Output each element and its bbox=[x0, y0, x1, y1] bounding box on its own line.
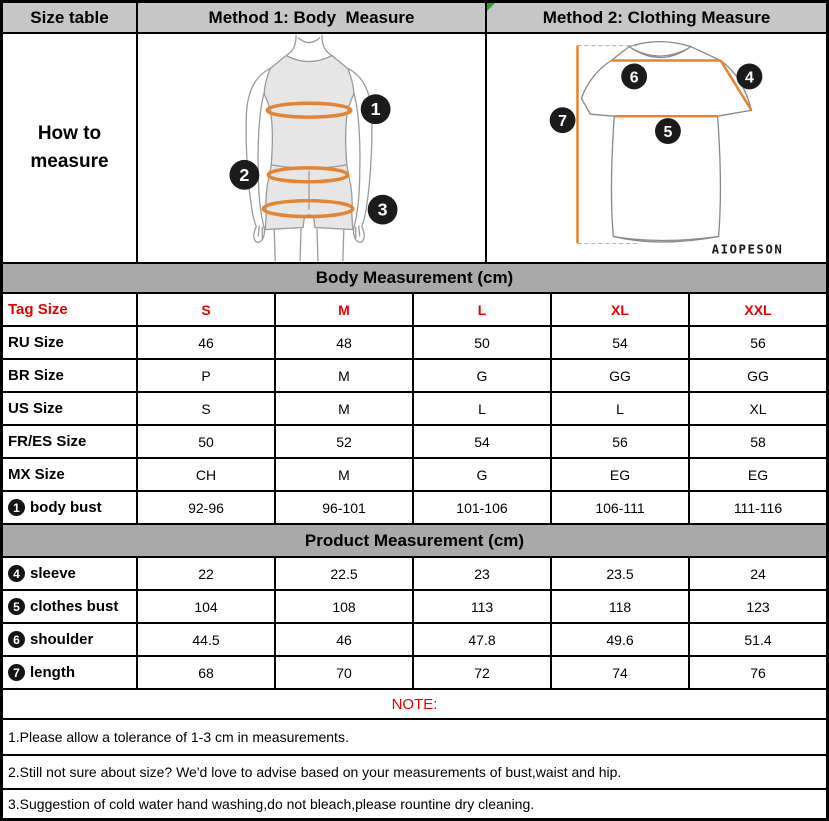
row-label-text: BR Size bbox=[8, 367, 64, 384]
value-cell: 70 bbox=[274, 657, 412, 688]
value-cell: 44.5 bbox=[136, 624, 274, 655]
row-label-text: MX Size bbox=[8, 466, 65, 483]
how-to-line2: measure bbox=[30, 151, 109, 172]
cell-corner-marker-icon bbox=[487, 3, 495, 11]
size-cell: L bbox=[412, 294, 550, 325]
value-cell: 113 bbox=[412, 591, 550, 622]
badge-5-number: 5 bbox=[663, 124, 673, 142]
body-badge-1 bbox=[361, 94, 391, 124]
row-label bbox=[3, 459, 136, 490]
table-row-tag-size bbox=[3, 292, 826, 325]
row-label-text: length bbox=[30, 664, 75, 681]
row-label-text: US Size bbox=[8, 400, 64, 417]
how-to-measure-label bbox=[3, 34, 136, 262]
product-measurement-title: Product Measurement (cm) bbox=[3, 523, 826, 556]
value-cell: 22.5 bbox=[274, 558, 412, 589]
table-row-sleeve bbox=[3, 556, 826, 589]
value-cell: EG bbox=[550, 459, 688, 490]
body-badge-3 bbox=[368, 195, 398, 225]
size-cell: XXL bbox=[688, 294, 826, 325]
body-badge-2 bbox=[229, 160, 259, 190]
note-text: 2.Still not sure about size? We'd love to advise based on your measurements of bust,waist and hip. bbox=[8, 764, 622, 780]
table-row-shoulder bbox=[3, 622, 826, 655]
row-number-badge: 7 bbox=[8, 664, 25, 681]
body-measure-illustration bbox=[136, 34, 485, 262]
value-cell: 58 bbox=[688, 426, 826, 457]
note-title: NOTE: bbox=[3, 688, 826, 718]
row-label-text: clothes bust bbox=[30, 598, 119, 615]
row-label-text: RU Size bbox=[8, 334, 64, 351]
value-cell: S bbox=[136, 393, 274, 424]
value-cell: 23.5 bbox=[550, 558, 688, 589]
value-cell: M bbox=[274, 393, 412, 424]
row-label bbox=[3, 492, 136, 523]
how-to-line1: How to bbox=[37, 123, 102, 145]
value-cell: 118 bbox=[550, 591, 688, 622]
value-cell: 74 bbox=[550, 657, 688, 688]
size-cell: XL bbox=[550, 294, 688, 325]
value-cell: GG bbox=[550, 360, 688, 391]
value-cell: 76 bbox=[688, 657, 826, 688]
badge-3-number: 3 bbox=[377, 199, 388, 220]
note-text: 3.Suggestion of cold water hand washing,do not bleach,please rountine dry cleaning. bbox=[8, 796, 535, 812]
table-row-fres-size bbox=[3, 424, 826, 457]
row-label-text: FR/ES Size bbox=[8, 433, 87, 450]
row-number-badge: 6 bbox=[8, 631, 25, 648]
table-row-mx-size bbox=[3, 457, 826, 490]
row-label: Tag Size bbox=[8, 301, 68, 318]
shirt-badge-5 bbox=[655, 118, 681, 144]
note-text: 1.Please allow a tolerance of 1-3 cm in measurements. bbox=[8, 729, 349, 745]
body-measurement-title: Body Measurement (cm) bbox=[3, 262, 826, 292]
top-header-row bbox=[3, 3, 826, 32]
value-cell: CH bbox=[136, 459, 274, 490]
table-row-length bbox=[3, 655, 826, 688]
value-cell: M bbox=[274, 459, 412, 490]
value-cell: 54 bbox=[412, 426, 550, 457]
value-cell: 96-101 bbox=[274, 492, 412, 523]
value-cell: 52 bbox=[274, 426, 412, 457]
header-method1: Method 1: Body Measure bbox=[136, 3, 485, 32]
value-cell: XL bbox=[688, 393, 826, 424]
value-cell: GG bbox=[688, 360, 826, 391]
value-cell: 46 bbox=[274, 624, 412, 655]
row-label-text: body bust bbox=[30, 499, 102, 516]
shirt-badge-7 bbox=[550, 107, 576, 133]
table-row-body-bust bbox=[3, 490, 826, 523]
badge-7-number: 7 bbox=[558, 113, 567, 131]
badge-6-number: 6 bbox=[629, 69, 639, 87]
value-cell: 111-116 bbox=[688, 492, 826, 523]
badge-1-number: 1 bbox=[370, 99, 381, 120]
clothing-measure-illustration bbox=[485, 34, 826, 262]
value-cell: L bbox=[412, 393, 550, 424]
value-cell: 123 bbox=[688, 591, 826, 622]
value-cell: P bbox=[136, 360, 274, 391]
value-cell: 106-111 bbox=[550, 492, 688, 523]
row-label bbox=[3, 360, 136, 391]
value-cell: L bbox=[550, 393, 688, 424]
shirt-badge-6 bbox=[621, 63, 647, 89]
note-item-2 bbox=[3, 754, 826, 788]
value-cell: 92-96 bbox=[136, 492, 274, 523]
value-cell: 56 bbox=[688, 327, 826, 358]
value-cell: 104 bbox=[136, 591, 274, 622]
table-row-br-size bbox=[3, 358, 826, 391]
badge-4-number: 4 bbox=[745, 69, 754, 87]
row-label bbox=[3, 657, 136, 688]
value-cell: G bbox=[412, 459, 550, 490]
value-cell: 49.6 bbox=[550, 624, 688, 655]
table-row-us-size bbox=[3, 391, 826, 424]
row-number-badge: 4 bbox=[8, 565, 25, 582]
value-cell: 24 bbox=[688, 558, 826, 589]
value-cell: 50 bbox=[136, 426, 274, 457]
header-size-table: Size table bbox=[30, 7, 109, 27]
value-cell: 46 bbox=[136, 327, 274, 358]
tank-top-shape bbox=[264, 56, 353, 169]
value-cell: G bbox=[412, 360, 550, 391]
row-label bbox=[3, 393, 136, 424]
tshirt-figure-icon bbox=[487, 34, 826, 262]
value-cell: 101-106 bbox=[412, 492, 550, 523]
row-label bbox=[3, 624, 136, 655]
header-method2 bbox=[485, 3, 826, 32]
value-cell: 72 bbox=[412, 657, 550, 688]
size-cell: S bbox=[136, 294, 274, 325]
table-row-clothes-bust bbox=[3, 589, 826, 622]
row-number-badge: 5 bbox=[8, 598, 25, 615]
value-cell: EG bbox=[688, 459, 826, 490]
value-cell: 50 bbox=[412, 327, 550, 358]
row-label-text: sleeve bbox=[30, 565, 76, 582]
value-cell: 22 bbox=[136, 558, 274, 589]
row-label bbox=[3, 426, 136, 457]
note-item-3 bbox=[3, 788, 826, 818]
value-cell: M bbox=[274, 360, 412, 391]
value-cell: 48 bbox=[274, 327, 412, 358]
shirt-badge-4 bbox=[737, 63, 763, 89]
value-cell: 56 bbox=[550, 426, 688, 457]
value-cell: 54 bbox=[550, 327, 688, 358]
body-figure-icon bbox=[138, 34, 485, 262]
illustration-row bbox=[3, 32, 826, 262]
value-cell: 68 bbox=[136, 657, 274, 688]
row-label bbox=[3, 327, 136, 358]
row-label bbox=[3, 558, 136, 589]
row-label-text: shoulder bbox=[30, 631, 94, 648]
value-cell: 51.4 bbox=[688, 624, 826, 655]
value-cell: 108 bbox=[274, 591, 412, 622]
note-item-1 bbox=[3, 718, 826, 754]
badge-2-number: 2 bbox=[239, 164, 250, 185]
value-cell: 47.8 bbox=[412, 624, 550, 655]
value-cell: 23 bbox=[412, 558, 550, 589]
row-number-badge: 1 bbox=[8, 499, 25, 516]
row-label bbox=[3, 591, 136, 622]
size-cell: M bbox=[274, 294, 412, 325]
table-row-ru-size bbox=[3, 325, 826, 358]
header-method2-label: Method 2: Clothing Measure bbox=[542, 7, 771, 27]
brand-watermark: AIOPESON bbox=[711, 241, 784, 257]
